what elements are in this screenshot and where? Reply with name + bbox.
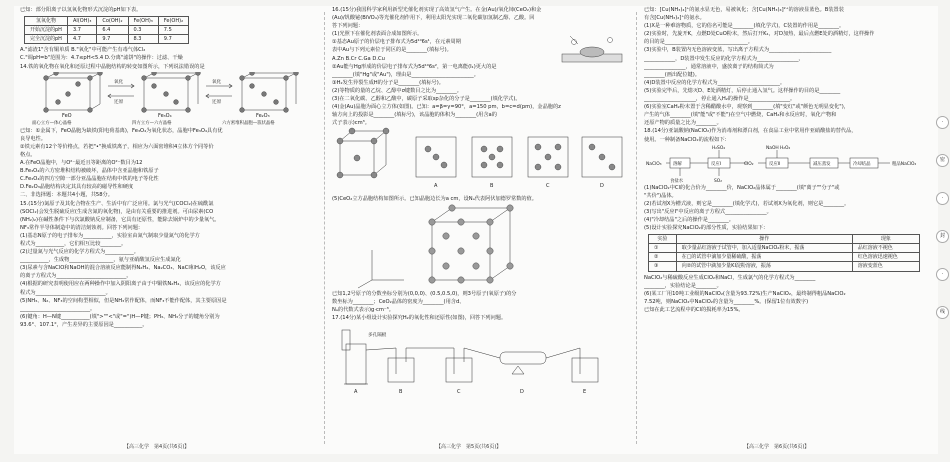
- text-line: Nₐ的代数式表示)g·cm⁻³。: [332, 306, 394, 313]
- apparatus-label-e: E: [583, 388, 587, 395]
- table-header-cell: Fe(OH)₂: [158, 17, 188, 26]
- atom-dot: [443, 262, 449, 268]
- atom-dot: [599, 154, 605, 160]
- label-fe3o4: Fe₃O₄: [158, 112, 172, 119]
- table-header-cell: 操作: [676, 235, 852, 244]
- atom-dot: [66, 91, 71, 96]
- text-line: (NH₂)₂)在碱性条件下与次氯酸钠反应制备，它具有还原性，能除去锅炉中的少量氧气。: [20, 216, 220, 223]
- page-column-4: [20, 6, 314, 454]
- text-line: A."滤渣1"含有铜单质 B."氧化"中可能产生有毒气体Cl₂: [20, 47, 146, 54]
- text-line: (4)"冷却结晶"之后的操作是________。: [644, 216, 734, 223]
- cube-label-d: D: [600, 183, 604, 190]
- text-line: (3)实验中，B装置内无色溶液变蓝，写出离子方程式为________________________: [644, 47, 832, 54]
- atom-dot: [429, 276, 435, 282]
- label-feo: FeO: [62, 112, 72, 119]
- atom-dot: [337, 172, 343, 178]
- label-reduce-1: 还原: [114, 99, 124, 105]
- atom-dot: [76, 81, 81, 86]
- text-line: 17.(14分)某小组设计实验探究H₂的氧化性和还原性(如图)，回答下列问题。: [332, 314, 507, 321]
- atom-dot: [56, 99, 61, 104]
- label-oxidize-1: 氧化: [114, 79, 124, 85]
- atom-dot: [88, 107, 93, 112]
- label-oxidize-2: 氧化: [212, 79, 222, 85]
- atom-dot: [425, 146, 431, 152]
- page-column-6: [644, 6, 928, 454]
- label-lattice-1: 面心立方—体心晶格: [32, 120, 72, 126]
- text-line: (2)实验时，先旋开K，点燃D处CuO粉末，然后打开K₁，对D加热，最后点燃E处的酒精灯，这样操作: [644, 31, 875, 38]
- text-line: (2)过量氮与光气反应的化学方程式为___________。: [20, 249, 139, 256]
- text-line: 已知1,2号原子的分数坐标分别为(0,0,0)、(0.5,0.5,0)，则3号原子(氧原子)的分: [332, 290, 517, 297]
- binding-margin-mark: ·: [936, 192, 949, 205]
- text-line: 产生的气体________(填"能"或"不能")在空气中燃烧，CaH₂和水反应时，氧化产物和: [644, 112, 837, 119]
- exam-sheet: [14, 6, 945, 454]
- text-line: 使用。一种制备NaClO₂的流程如下：: [644, 136, 730, 143]
- text-line: (5)实验完毕后，先熄灭D、E处酒精灯，后停止通入氢气。这样操作的目的是________: [644, 87, 841, 94]
- atom-dot: [294, 72, 299, 75]
- text-line: 已知：[Cu(NH₃)₄]⁺的氨水显无色，易被氧化；含[Cu(NH₃)₄]²⁺的溶液显蓝色。B装置装: [644, 7, 844, 13]
- table-cell: 4.7: [67, 35, 96, 44]
- table-cell: 取少量品红溶液于试管中，加入适量NaClO₂粉末，振荡: [676, 244, 852, 253]
- catalyst-diagram: [560, 32, 624, 68]
- atom-dot: [545, 154, 551, 160]
- cube-label-a: A: [434, 183, 438, 190]
- atom-dot: [174, 99, 179, 104]
- column-divider: [636, 12, 637, 444]
- text-line: (4)根据的研究表明使用应在两种操作中加入阴阳离子由于中铜铁N₂H₄，该反应的化学方: [20, 281, 221, 288]
- atom-dot: [284, 107, 289, 112]
- atom-dot: [284, 75, 289, 80]
- text-line: ②Au能与Hg形成的价层电子排布式为5d¹⁰6s²，第一电离能(I₁)更大的是: [332, 63, 497, 70]
- text-line: 有含[Cu(NH₃)₂]⁺的氨水。: [644, 15, 705, 22]
- atom-dot: [274, 99, 279, 104]
- atom-dot: [497, 162, 503, 168]
- atom-dot: [458, 247, 464, 253]
- atom-dot: [44, 75, 49, 80]
- atom-dot: [371, 138, 377, 144]
- atom-dot: [142, 107, 147, 112]
- table-cell: 在□的试管中滴加少量稀硫酸，振荡: [676, 253, 852, 262]
- text-line: C."调pH=b"范围为：4.7≤pH<5.4 D.分离"滤饼"的操作：过滤、干燥: [20, 55, 183, 62]
- cube-label-c: C: [546, 183, 550, 190]
- flow-reaction-2: 反应II: [769, 161, 781, 167]
- table-row: [25, 26, 189, 35]
- text-line: (Au)/钒酸铋(BiVO₄)等光催化剂作用下，利用太阳光实现二氧化碳加氢制乙醇、乙酸。回: [332, 15, 535, 22]
- atom-dot: [164, 91, 169, 96]
- atom-dot: [429, 218, 435, 224]
- text-line: 的离子方程式为___________________________。: [20, 273, 132, 280]
- binding-margin-mark: 封: [936, 230, 949, 243]
- flow-product: 粗品NaClO₂: [892, 161, 917, 167]
- atom-dot: [489, 154, 495, 160]
- label-fe2o3: Fe₂O₃: [256, 112, 270, 119]
- text-line: 93.6°、107.1°，产生差异的主要原因是___________。: [20, 321, 148, 328]
- table-cell: ③: [649, 262, 677, 271]
- atom-dot: [441, 162, 447, 168]
- table-cell: 6.4: [97, 26, 128, 35]
- atom-dot: [589, 144, 595, 150]
- text-line: 良导电性。: [20, 135, 46, 142]
- flow-evaporate: 减压蒸发: [813, 161, 831, 167]
- table-header-cell: Co(OH)₂: [97, 17, 128, 26]
- text-line: 表中Au与下列元素位于同区的是________(填标号)。: [332, 47, 452, 54]
- atom-dot: [473, 262, 479, 268]
- text-line: (5)设计实验探究NaClO₂的部分性质，实验结果如下：: [644, 225, 769, 232]
- atom-dot: [429, 247, 435, 253]
- text-line: ________________，通常溶液中，盛放离子的结构简式为: [644, 63, 774, 70]
- atom-dot: [458, 276, 464, 282]
- text-line: D.Fe₂O₃晶胞结构决定其具有较高的磁导性和硬度: [20, 184, 134, 191]
- text-line: ①基态Au原子的价层电子排布式为5d¹⁰6s¹，在元素周期: [332, 39, 461, 46]
- text-line: ____________，D装置中发生反应的化学方程式为________________，: [644, 55, 804, 62]
- apparatus-label-d: D: [520, 388, 524, 395]
- experiment-table: [648, 234, 920, 271]
- text-line: (2)若试剂X为槽式液，则它是________(填化学式)，若试剂X为氧化剂，则它是________。: [644, 200, 850, 207]
- atom-dot: [443, 232, 449, 238]
- text-line: 数坐标为________；CeO₂晶体的密度为________(用含d、: [332, 298, 465, 305]
- atom-dot: [535, 144, 541, 150]
- flow-dissolve: 溶解: [673, 161, 682, 167]
- text-line: C.Fe₃O₄的四方空隙一部分亚晶晶胞在结构中铁的电子等化性: [20, 176, 159, 183]
- apparatus-label-b: B: [399, 388, 403, 395]
- flow-reaction-1: 反应I: [711, 161, 722, 167]
- flow-naclo3: NaClO₃: [646, 161, 662, 167]
- text-line: (5)CeO₂立方晶胞结构如图所示。已知晶胞边长为a cm，设Nₐ代表阿伏加德罗常数的值。: [332, 196, 537, 203]
- table-header-cell: 现象: [852, 235, 919, 244]
- text-line: (1)X是一种难溶物质，它的俗名可能是________(填化学式)，C装置的作用是________。: [644, 23, 845, 30]
- page-footer-4: 【高三化学 第4页(共6页)】: [124, 443, 190, 450]
- text-line: (1)NaClO₂中Cl的化合价为________价，NaClO₂晶体属于________(填"离子""分子"或: [644, 184, 840, 191]
- text-line: (5)NH₃、N₂、NF₃的空间构型相似，但是NH₃常作配体，而NF₃不能作配体，其主要原因是: [20, 297, 227, 304]
- table-cell: 开始沉淀的pH: [25, 26, 68, 35]
- flow-brine: 食盐水: [670, 178, 684, 184]
- table-row: [649, 244, 920, 253]
- text-line: 还原产物的质量之比为________。: [644, 120, 722, 127]
- atom-dot: [240, 107, 245, 112]
- text-line: ________(填"Hg"或"Au")，理由是________________________。: [332, 71, 479, 78]
- binding-margin-mark: 线: [936, 306, 949, 319]
- table-row: [649, 253, 920, 262]
- table-header-cell: 氢氧化物: [25, 17, 68, 26]
- text-line: (4)D装置中反应的化学方程式为________________________。: [644, 79, 786, 86]
- flow-crystallize: 冷却结晶: [853, 161, 871, 167]
- flow-h2o2: H₂O₂: [780, 145, 791, 151]
- table-cell: 完全沉淀的pH: [25, 35, 68, 44]
- text-line: 已知：部分阳离子以氢氧化物形式沉淀的pH如下表。: [20, 7, 142, 13]
- table-header-cell: Al(OH)₃: [67, 17, 96, 26]
- table-cell: 红色溶液迅速褪色: [852, 253, 919, 262]
- text-line: (1)光照下在催化剂表面合成如图所示。: [332, 31, 423, 38]
- text-line: ________(画出配位键)。: [644, 71, 700, 78]
- text-line: (6)实验室CaH₂粉末置于含稀醋酸水中，观察到________(填"变红"或"颜色无明显变化")，: [644, 104, 849, 111]
- atom-dot: [337, 138, 343, 144]
- table-cell: 溶液变蓝色: [852, 262, 919, 271]
- table-cell: 8.3: [128, 35, 158, 44]
- atom-dot: [54, 72, 59, 75]
- text-line: 的目的是________________________________。: [644, 39, 753, 46]
- flow-naoh: NaOH: [766, 145, 779, 151]
- text-line: (3)写出"反应I"中反应的离子方程式________________。: [644, 208, 772, 215]
- label-lattice-2: 四方立方—六方晶格: [132, 120, 172, 126]
- atom-dot: [88, 75, 93, 80]
- atom-dot: [497, 146, 503, 152]
- atom-dot: [555, 164, 561, 170]
- text-line: A.Zn B.Cr C.Ga D.Cu: [332, 55, 385, 62]
- atom-dot: [487, 218, 493, 224]
- atom-dot: [196, 72, 201, 75]
- atom-dot: [507, 262, 513, 268]
- text-line: 16.(15分)我国科学家利用新型光催化剂实现了高效氢气产生。在金(Au)/氧化铈(CeO₂)和金: [332, 7, 542, 13]
- text-line: (6)某工厂用10吨工业级的NaClO₂(含量为93.72%)生产NaClO₂，最终制得粗品NaClO₂: [644, 290, 846, 297]
- naclo2-flow-chart: [644, 144, 928, 184]
- atom-dot: [609, 164, 615, 170]
- text-line: (2)等物质的量的乙烷、乙醇中σ键数目之比为________。: [332, 87, 462, 94]
- cube-label-b: B: [490, 183, 494, 190]
- atom-dot: [262, 91, 267, 96]
- atom-dot: [555, 144, 561, 150]
- table-cell: 0.3: [128, 26, 158, 35]
- binding-margin-mark: 密: [936, 154, 949, 167]
- table-row: [649, 262, 920, 271]
- atom-dot: [98, 72, 103, 75]
- atom-dot: [487, 247, 493, 253]
- text-line: ____________________，停止通入H₂的操作是________________。: [644, 96, 796, 103]
- atom-dot: [535, 164, 541, 170]
- flow-h2so4: H₂SO₄: [712, 145, 726, 151]
- table-cell: 品红溶液不褪色: [852, 244, 919, 253]
- atom-dot: [371, 172, 377, 178]
- text-line: 二、非选择题：本题共4小题，共58分。: [20, 192, 113, 199]
- text-line: ③H₂发生异裂生成H的分子是________(填标号)。: [332, 79, 444, 86]
- text-line: ________，实验结论是________。: [644, 282, 722, 289]
- text-line: 已知：①金属下，FeO晶胞为缺铁(阳电荷基离)，Fe₃O₄为氧化状态，晶胞中Fe₃O₄具有优: [20, 127, 223, 134]
- atom-dot: [458, 218, 464, 224]
- text-line: 程式为___________，它们相互比较________。: [20, 240, 127, 247]
- atom-dot: [487, 276, 493, 282]
- text-line: 14.铁的氧化物在氧化和还原过程中晶胞结构的转变如图所示，下列说法错误的是: [20, 63, 205, 70]
- atom-dot: [186, 107, 191, 112]
- text-line: (3)尿素与含NaClO和NaOH的混合溶液反应能制得N₂H₄、Na₂CO₃、NaCl和H₂O，该反应: [20, 265, 226, 272]
- page-column-5: [332, 6, 626, 454]
- binding-margin-mark: ·: [936, 268, 949, 281]
- atom-dot: [152, 83, 157, 88]
- hydrogen-apparatus-figure: [332, 322, 626, 396]
- text-line: 15.(15分)氮原子及其化合物在生产、生活中有广泛应用。氯与光气(COCl₂)在硫酰氯: [20, 200, 214, 207]
- text-line: 已知在此工艺流程中的Cl的损耗率为15%。: [644, 306, 744, 313]
- atom-dot: [383, 128, 389, 134]
- text-line: 7.52吨，则NaClO₂中NaClO₂的含量为________%。(保留1位有效数字): [644, 298, 809, 305]
- atom-dot: [354, 155, 360, 161]
- table-header-cell: 实验: [649, 235, 677, 244]
- binding-margin-mark: ·: [936, 116, 949, 129]
- atom-dot: [152, 72, 157, 75]
- iron-oxide-crystal-figure: [26, 72, 311, 126]
- gold-cell-projection-figure: [332, 127, 626, 195]
- text-line: A.在FeO晶胞中，与O²⁻最近且等距离的O²⁻数目为12: [20, 160, 143, 167]
- atom-dot: [433, 154, 439, 160]
- atom-dot: [507, 204, 513, 210]
- table-cell: ②: [649, 253, 677, 262]
- apparatus-label-porous: 多孔隔板: [368, 332, 387, 338]
- text-line: "共价")晶体。: [644, 192, 677, 199]
- label-lattice-3: 六方密堆积晶胞—簇状晶格: [222, 120, 275, 126]
- label-reduce-2: 还原: [212, 99, 222, 105]
- table-cell: 3.7: [67, 26, 96, 35]
- table-row: [25, 35, 189, 44]
- atom-dot: [142, 75, 147, 80]
- column-divider: [324, 12, 325, 444]
- atom-dot: [349, 128, 355, 134]
- table-cell: 9.7: [158, 35, 188, 44]
- text-line: 答下列问题：: [332, 23, 364, 30]
- text-line: 程式为___________________________。: [20, 289, 111, 296]
- table-cell: 9.7: [97, 35, 128, 44]
- flow-so2: SO₂: [714, 178, 723, 184]
- table-cell: ①: [649, 244, 677, 253]
- text-line: 18.(14分)亚氯酸钠(NaClO₂)作为消毒剂和漂白剂，在食品工业中常用作亚硝酸盐的替代品，: [644, 128, 857, 135]
- atom-dot: [473, 232, 479, 238]
- ceo2-cell-figure: [332, 204, 626, 290]
- flow-clo2: ClO₂: [744, 161, 754, 167]
- text-line: ②铁元素有12个等价格点，若把"•"换成铁离子，相应为六面密堆积4立体方个同等价: [20, 143, 214, 150]
- page-footer-5: 【高三化学 第5页(共6页)】: [436, 443, 502, 450]
- text-line: NaClO₂与稀硫酸反应生成ClO₂和NaCl，生成氯气的化学方程式为________: [644, 274, 816, 281]
- text-line: ___________，生成物_________________，氨与亚硝酸氢反应生成氮化: [20, 257, 181, 264]
- atom-dot: [481, 162, 487, 168]
- text-line: ___________________________。: [20, 305, 96, 312]
- text-line: (3)在二氧化碳、乙醇和乙酸中，碳原子采取sp杂化的分子是________(填化学式)。: [332, 96, 521, 103]
- atom-dot: [481, 146, 487, 152]
- page-footer-6: 【高三化学 第6页(共6页)】: [744, 443, 810, 450]
- text-line: B.Fe₃O₄的六方密堆积结构被破坏，晶体中含亚晶胞和铁原子: [20, 168, 159, 175]
- text-line: (1)基态N原子的电子排布为___________，实验室由氮气制取少量氮气的化学方: [20, 232, 200, 239]
- atom-dot: [240, 75, 245, 80]
- atom-dot: [250, 72, 255, 75]
- text-line: (4)金(Au)晶胞为面心立方体(如图)。已知：a=β=γ=90°，a=150 pm，b=c=d(pm)，金晶胞的z: [332, 104, 561, 111]
- atom-dot: [186, 75, 191, 80]
- text-line: 格点。: [20, 151, 36, 158]
- table-cell: 7.5: [158, 26, 188, 35]
- text-line: (6)键角：H—N键___________(填">""<"或"=")H—P键；PH₃、NH₃分子的键角分别为: [20, 313, 220, 320]
- atom-dot: [44, 107, 49, 112]
- table-header-cell: Fe(OH)₃: [128, 17, 158, 26]
- atom-dot: [250, 83, 255, 88]
- ph-table: [24, 16, 189, 44]
- atom-dot: [449, 204, 455, 210]
- text-line: 轴方向上的投影是________(填标号)，该晶胞的体积为________(用含a的: [332, 112, 497, 119]
- text-line: (SOCl₂)会发生脱硫反应(生成含氮的氧化物)，是由有关重要的推进剂。可由尿素(CO: [20, 208, 214, 215]
- text-line: 式子表示)cm³。: [332, 120, 370, 127]
- table-cell: 向②的试管中滴加少量KI淀粉溶液，振荡: [676, 262, 852, 271]
- apparatus-label-c: C: [457, 388, 461, 395]
- text-line: NF₃常作半导体制造中的清洁刻蚀剂。回答下列问题：: [20, 224, 144, 231]
- apparatus-label-a: A: [354, 388, 358, 395]
